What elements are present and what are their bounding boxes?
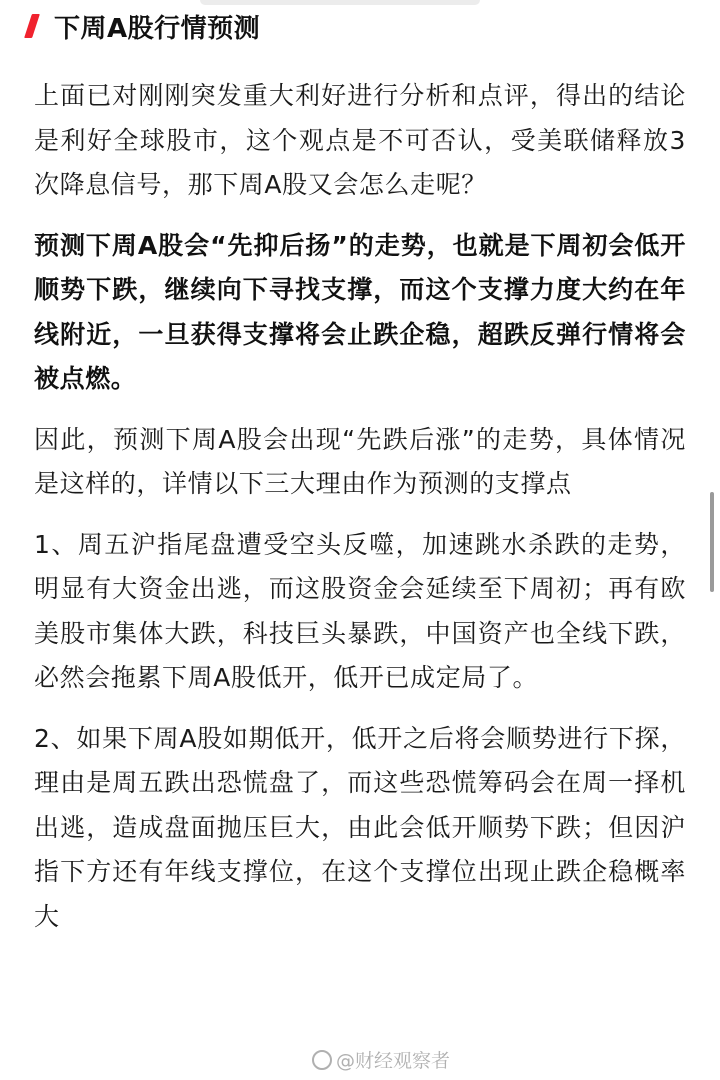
accent-mark-icon xyxy=(24,14,40,38)
article-body xyxy=(34,74,686,955)
top-bar-remnant xyxy=(200,0,480,5)
weibo-logo-icon xyxy=(312,1050,332,1070)
section-header xyxy=(28,8,260,44)
paragraph-reason-2: 2、如果下周A股如期低开，低开之后将会顺势进行下探，理由是周五跌出恐慌盘了，而这些恐慌筹码会在周一择机出逃，造成盘面抛压巨大，由此会低开顺势下跌；但因沪指下方还有年线支撑位，在这个支撑位出现止跌企稳概率大 xyxy=(34,723,686,931)
scrollbar[interactable] xyxy=(710,492,714,592)
watermark xyxy=(312,1046,450,1073)
paragraph-prediction: 预测下周A股会“先抑后扬”的走势，也就是下周初会低开顺势下跌，继续向下寻找支撑，而这个支撑力度大约在年线附近，一旦获得支撑将会止跌企稳，超跌反弹行情将会被点燃。 xyxy=(34,230,686,393)
paragraph-reasons-intro: 因此，预测下周A股会出现“先跌后涨”的走势，具体情况是这样的，详情以下三大理由作为预测的支撑点 xyxy=(34,424,686,498)
paragraph-intro: 上面已对刚刚突发重大利好进行分析和点评，得出的结论是利好全球股市，这个观点是不可否认，受美联储释放3次降息信号，那下周A股又会怎么走呢？ xyxy=(34,81,686,199)
paragraph-reason-1: 1、周五沪指尾盘遭受空头反噬，加速跳水杀跌的走势，明显有大资金出逃，而这股资金会延续至下周初；再有欧美股市集体大跌，科技巨头暴跌，中国资产也全线下跌，必然会拖累下周A股低开，低开已成定局了。 xyxy=(34,529,686,692)
section-title: 下周A股行情预测 xyxy=(54,13,261,44)
watermark-text: @财经观察者 xyxy=(336,1050,451,1072)
